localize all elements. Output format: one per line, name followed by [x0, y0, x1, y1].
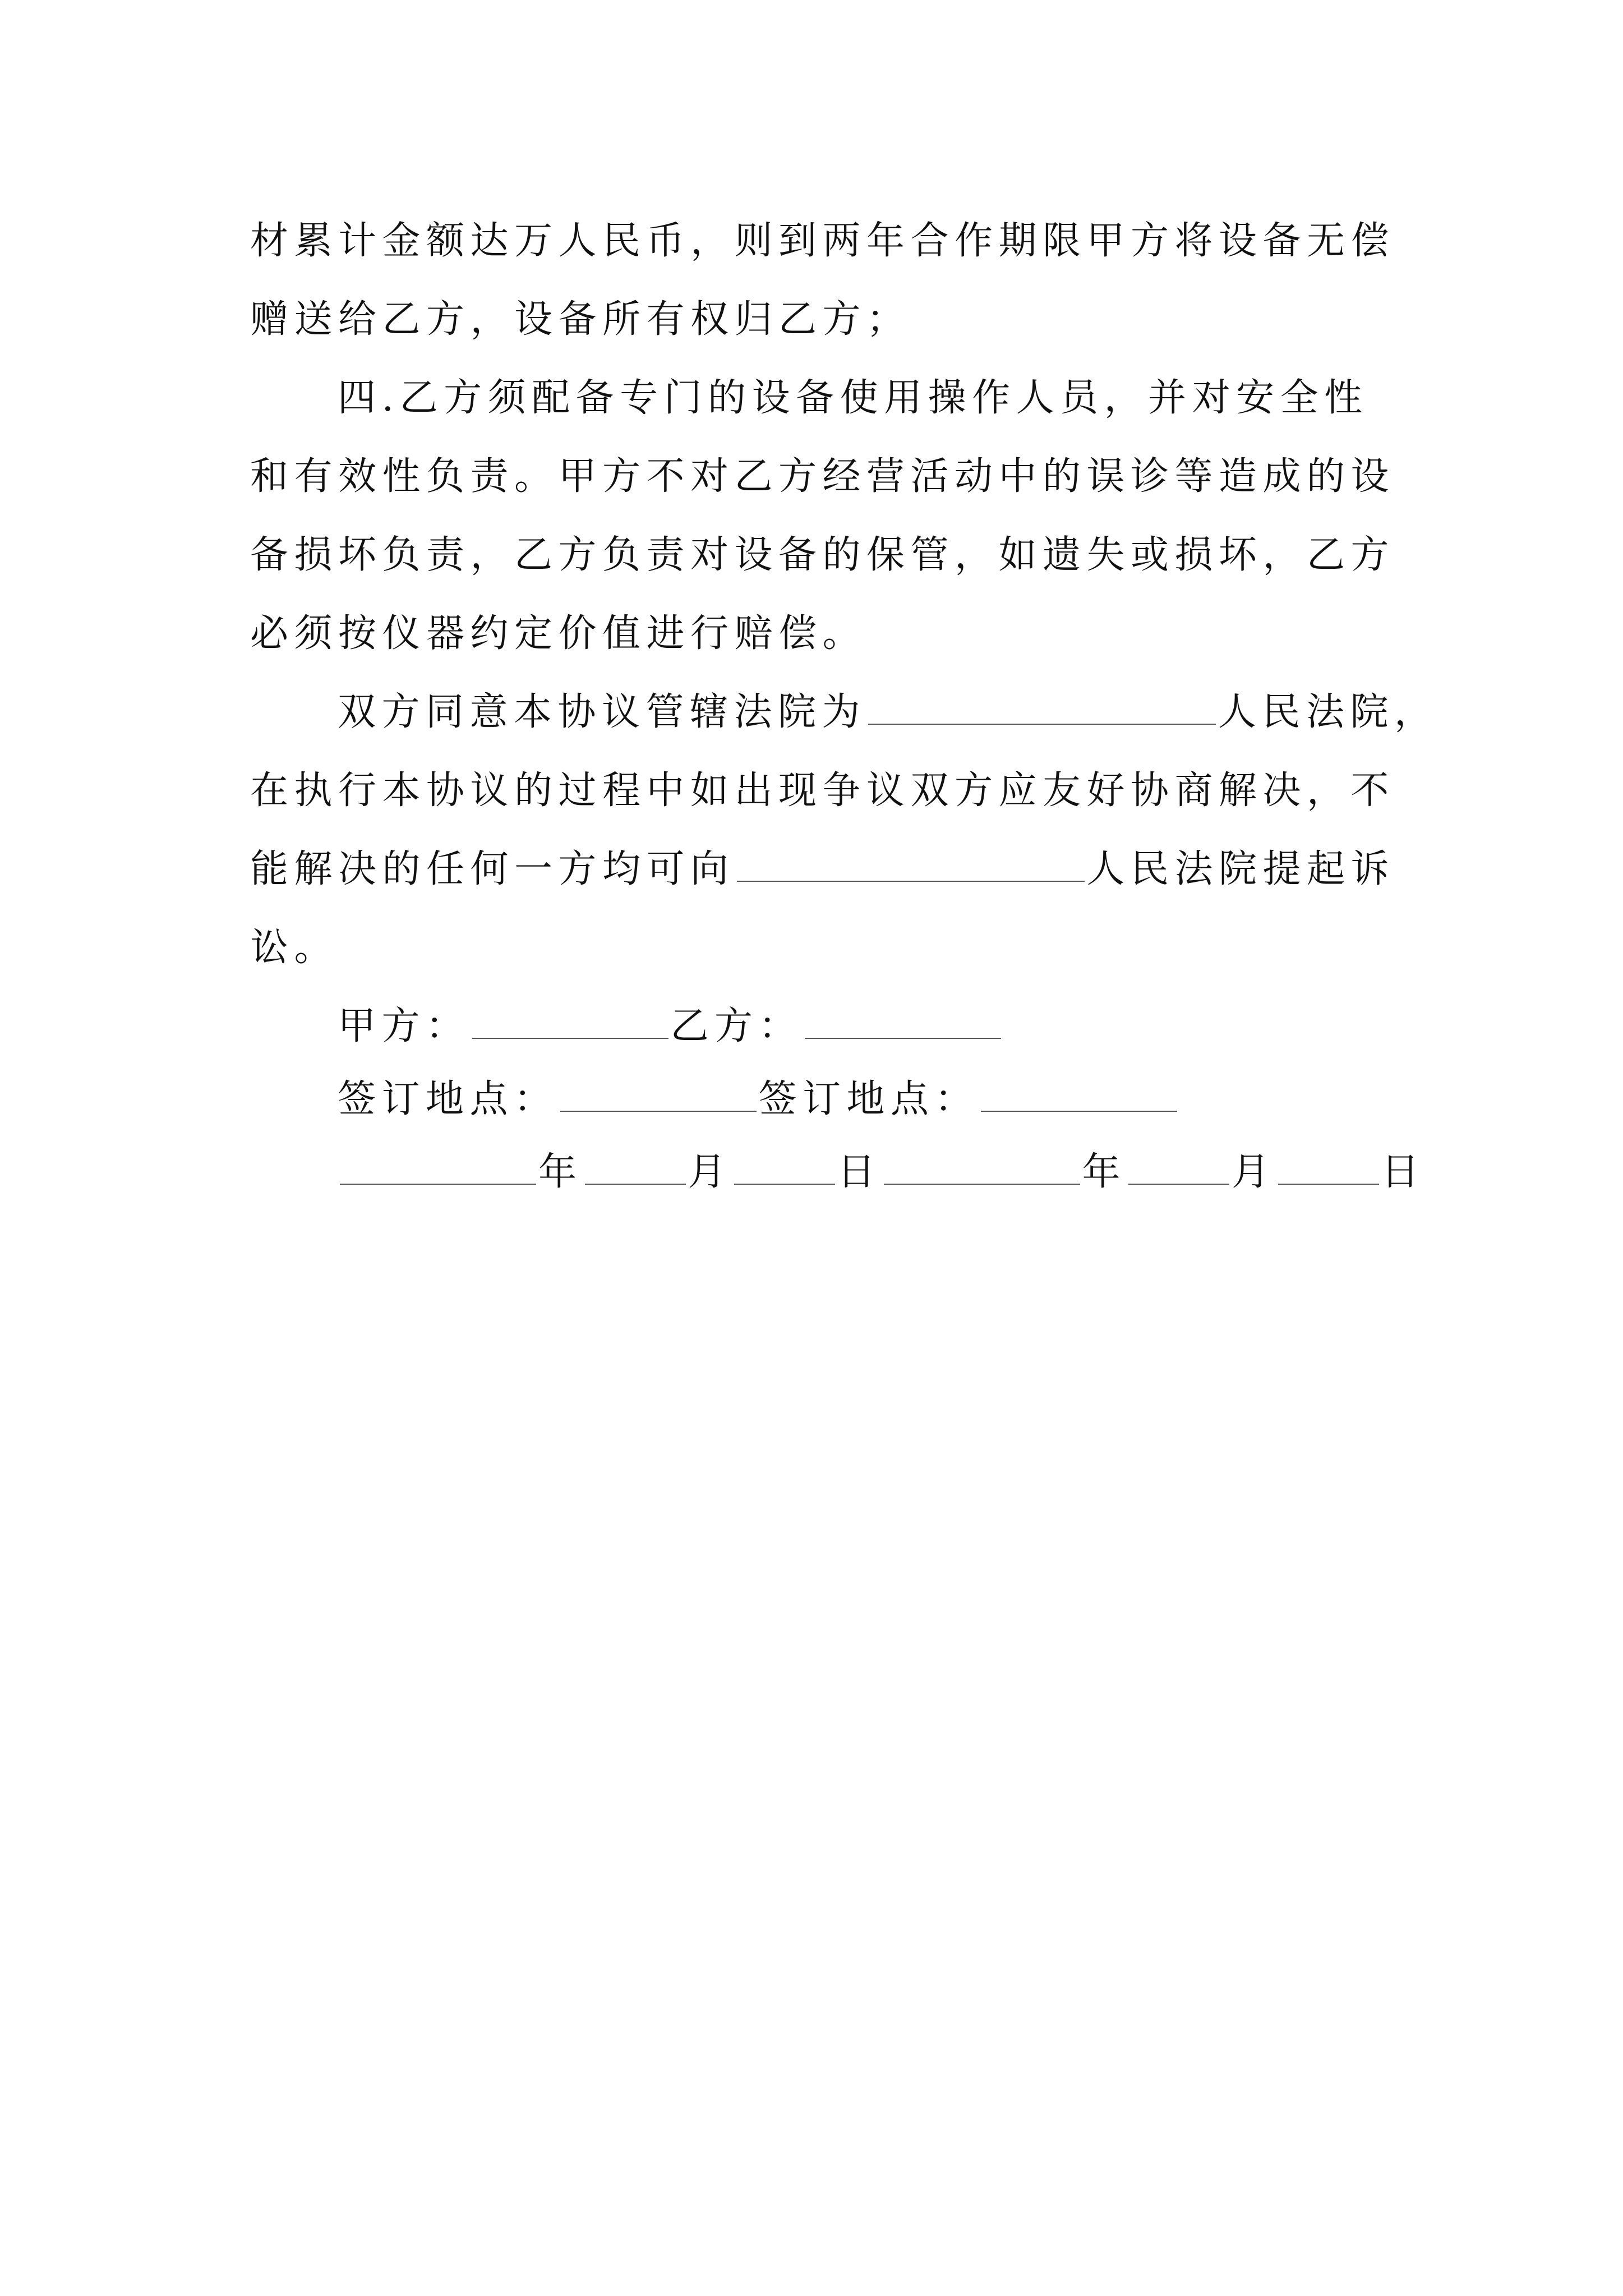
year-label: 年	[1082, 1150, 1127, 1194]
year-b-blank[interactable]	[884, 1145, 1080, 1185]
month-label: 月	[1232, 1150, 1276, 1194]
paragraph-line: 和有效性负责。甲方不对乙方经营活动中的误诊等造成的设	[250, 454, 1395, 499]
year-a-blank[interactable]	[340, 1145, 536, 1185]
paragraph-line: 材累计金额达万人民币，则到两年合作期限甲方将设备无偿	[250, 219, 1395, 263]
day-b-blank[interactable]	[1278, 1145, 1379, 1185]
place-a-blank[interactable]	[560, 1073, 757, 1112]
day-label: 日	[1381, 1150, 1426, 1194]
day-label: 日	[837, 1150, 882, 1194]
lawsuit-prefix: 能解决的任何一方均可向	[250, 847, 735, 891]
jurisdiction-prefix: 双方同意本协议管辖法院为	[338, 690, 866, 734]
day-a-blank[interactable]	[734, 1145, 835, 1185]
date-line	[338, 1133, 1425, 1212]
party-b-label: 乙方：	[670, 1004, 803, 1048]
lawsuit-court-blank[interactable]	[737, 843, 1085, 882]
place-b-label: 签订地点：	[758, 1077, 979, 1121]
paragraph-line: 备损坏负责，乙方负责对设备的保管，如遗失或损坏，乙方	[250, 533, 1395, 577]
lawsuit-line	[250, 830, 1395, 909]
month-label: 月	[688, 1150, 732, 1194]
month-a-blank[interactable]	[585, 1145, 686, 1185]
paragraph-line: 赠送给乙方，设备所有权归乙方；	[250, 297, 911, 342]
court-name-blank[interactable]	[868, 685, 1216, 725]
jurisdiction-suffix: 人民法院，	[1218, 690, 1438, 734]
jurisdiction-line	[338, 673, 1438, 752]
place-b-blank[interactable]	[981, 1073, 1177, 1112]
paragraph-line: 在执行本协议的过程中如出现争议双方应友好协商解决，不	[250, 769, 1395, 813]
paragraph-line: 讼。	[250, 926, 339, 970]
lawsuit-suffix: 人民法院提起诉	[1086, 847, 1395, 891]
party-a-label: 甲方：	[338, 1004, 470, 1048]
year-label: 年	[538, 1150, 583, 1194]
month-b-blank[interactable]	[1128, 1145, 1229, 1185]
signing-place-line	[338, 1060, 1179, 1139]
party-a-blank[interactable]	[472, 1000, 668, 1039]
place-a-label: 签订地点：	[338, 1077, 558, 1121]
party-signature-line	[338, 987, 1003, 1066]
party-b-blank[interactable]	[805, 1000, 1001, 1039]
clause-four-line: 四.乙方须配备专门的设备使用操作人员，并对安全性	[338, 376, 1368, 420]
paragraph-line: 必须按仪器约定价值进行赔偿。	[250, 611, 867, 656]
